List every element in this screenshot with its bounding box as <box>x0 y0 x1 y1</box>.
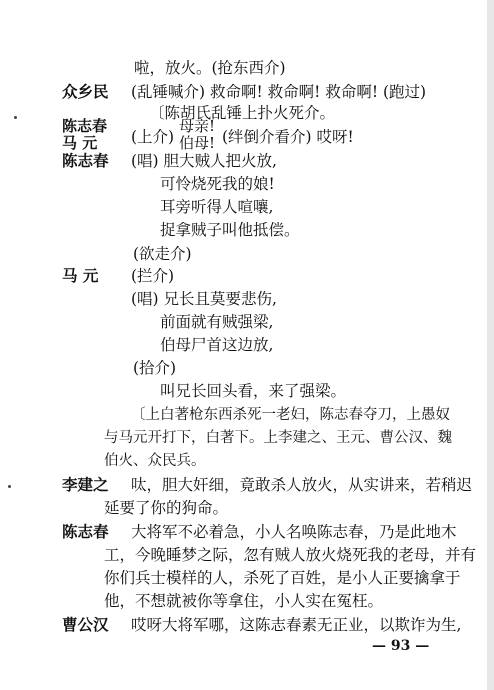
stage-direction: 〔上白著枪东西杀死一老妇，陈志春夺刀，上愚奴 <box>131 407 450 423</box>
text-line: (乱锤喊介) 救命啊! 救命啊! 救命啊! (跑过) <box>131 83 427 101</box>
text-line: 啦，放火。(抢东西介) <box>134 59 286 77</box>
text-line: 大将军不必着急，小人名唤陈志春，乃是此地木 <box>131 523 457 541</box>
speaker-name: 众乡民 <box>62 82 109 101</box>
text-line: 呔，胆大奸细，竟敢杀人放火，从实讲来，若稍迟 <box>131 476 473 494</box>
text-line: 伯母! <box>179 134 216 152</box>
text-line: 延要了你的狗命。 <box>104 499 229 517</box>
text-line: (上介) <box>131 128 175 146</box>
verse-line: 前面就有贼强梁, <box>160 313 274 331</box>
stage-direction: (拾介) <box>133 359 177 377</box>
text-line: 工，今晚睡梦之际，忽有贼人放火烧死我的老母，并有 <box>104 546 477 564</box>
text-line: (唱) 兄长且莫要悲伤, <box>131 290 277 308</box>
text-line: 你们兵士模样的人，杀死了百姓，是小人正要擒拿于 <box>104 569 461 587</box>
speaker-name: 陈志春 <box>62 117 108 135</box>
verse-line: 可怜烧死我的娘! <box>160 175 275 193</box>
stage-direction: 伯火、众民兵。 <box>104 453 206 469</box>
speaker-name: 马 元 <box>62 266 99 285</box>
stage-direction: 〔陈胡氏乱锤上扑火死介。 <box>149 104 336 122</box>
verse-line: 叫兄长回头看，来了强梁。 <box>160 382 347 400</box>
verse-line: 伯母尸首这边放, <box>160 336 274 354</box>
text-line: (唱) 胆大贼人把火放, <box>131 152 277 170</box>
verse-line: 耳旁听得人喧嚷, <box>160 198 274 216</box>
scan-speck <box>8 485 11 488</box>
speaker-name: 陈志春 <box>62 151 109 170</box>
stage-direction: (拦介) <box>131 267 175 285</box>
speaker-name: 马 元 <box>62 134 98 152</box>
stage-direction: (欲走介) <box>133 245 192 263</box>
verse-line: 捉拿贼子叫他抵偿。 <box>160 221 300 239</box>
stage-direction: 与马元开打下，白著下。上李建之、王元、曹公汉、魏 <box>104 430 452 446</box>
scan-speck <box>14 116 17 119</box>
scan-edge <box>487 0 494 690</box>
text-line: 他，不想就被你等拿住，小人实在冤枉。 <box>104 592 384 610</box>
text-line: 哎呀大将军哪，这陈志春素无正业，以欺诈为生, <box>131 616 462 634</box>
text-line: (绊倒介看介) 哎呀! <box>222 128 354 146</box>
speaker-name: 曹公汉 <box>62 615 109 634</box>
speaker-name: 李建之 <box>62 475 109 494</box>
page-number: — 93 — <box>372 638 430 654</box>
speaker-name: 陈志春 <box>62 522 109 541</box>
text-line: 母亲! <box>179 117 216 135</box>
